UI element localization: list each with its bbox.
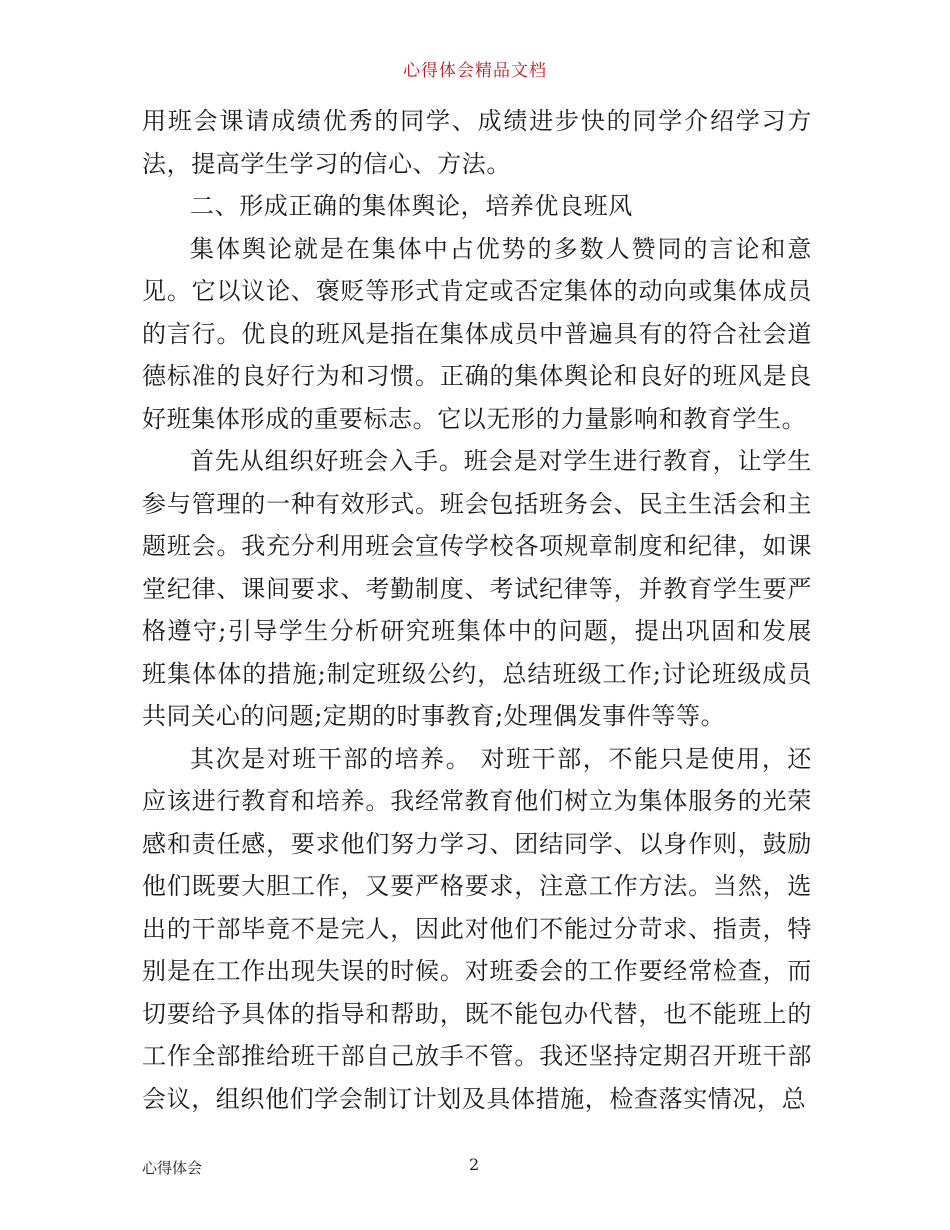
- section-heading: 二、形成正确的集体舆论，培养优良班风: [190, 192, 633, 220]
- page-header-title: 心得体会精品文档: [403, 61, 547, 81]
- paragraph: 其次是对班干部的培养。 对班干部，不能只是使用，还应该进行教育和培养。我经常教育他们树立为集体服务的光荣感和责任感，要求他们努力学习、团结同学、以身作则，鼓励他们既要大胆工作，又要严格要求，注意工作方法。当然，选出的干部毕竟不是完人，因此对他们不能过分苛求、指责，特别是在工作出现失误的时候。对班委会的工作要经常检查，而切要给予具体的指导和帮助，既不能包办代替，也不能班上的工作全部推给班干部自己放手不管。我还坚持定期召开班干部会议，组织他们学会制订计划及具体措施，检查落实情况，总: [142, 744, 812, 1113]
- paragraph: 首先从组织好班会入手。班会是对学生进行教育，让学生参与管理的一种有效形式。班会包括班务会、民主生活会和主题班会。我充分利用班会宣传学校各项规章制度和纪律，如课堂纪律、课间要求、考勤制度、考试纪律等，并教育学生要严格遵守;引导学生分析研究班集体中的问题，提出巩固和发展班集体体的措施;制定班级公约，总结班级工作;讨论班级成员共同关心的问题;定期的时事教育;处理偶发事件等等。: [142, 447, 812, 730]
- paragraph-continuation: 用班会课请成绩优秀的同学、成绩进步快的同学介绍学习方法，提高学生学习的信心、方法。: [142, 107, 812, 178]
- footer-label: 心得体会: [142, 1159, 203, 1177]
- paragraph: 集体舆论就是在集体中占优势的多数人赞同的言论和意见。它以议论、褒贬等形式肯定或否定集体的动向或集体成员的言行。优良的班风是指在集体成员中普遍具有的符合社会道德标准的良好行为和习惯。正确的集体舆论和良好的班风是良好班集体形成的重要标志。它以无形的力量影响和教育学生。: [142, 234, 812, 433]
- document-body: [142, 100, 812, 1120]
- page-number: 2: [469, 1155, 480, 1174]
